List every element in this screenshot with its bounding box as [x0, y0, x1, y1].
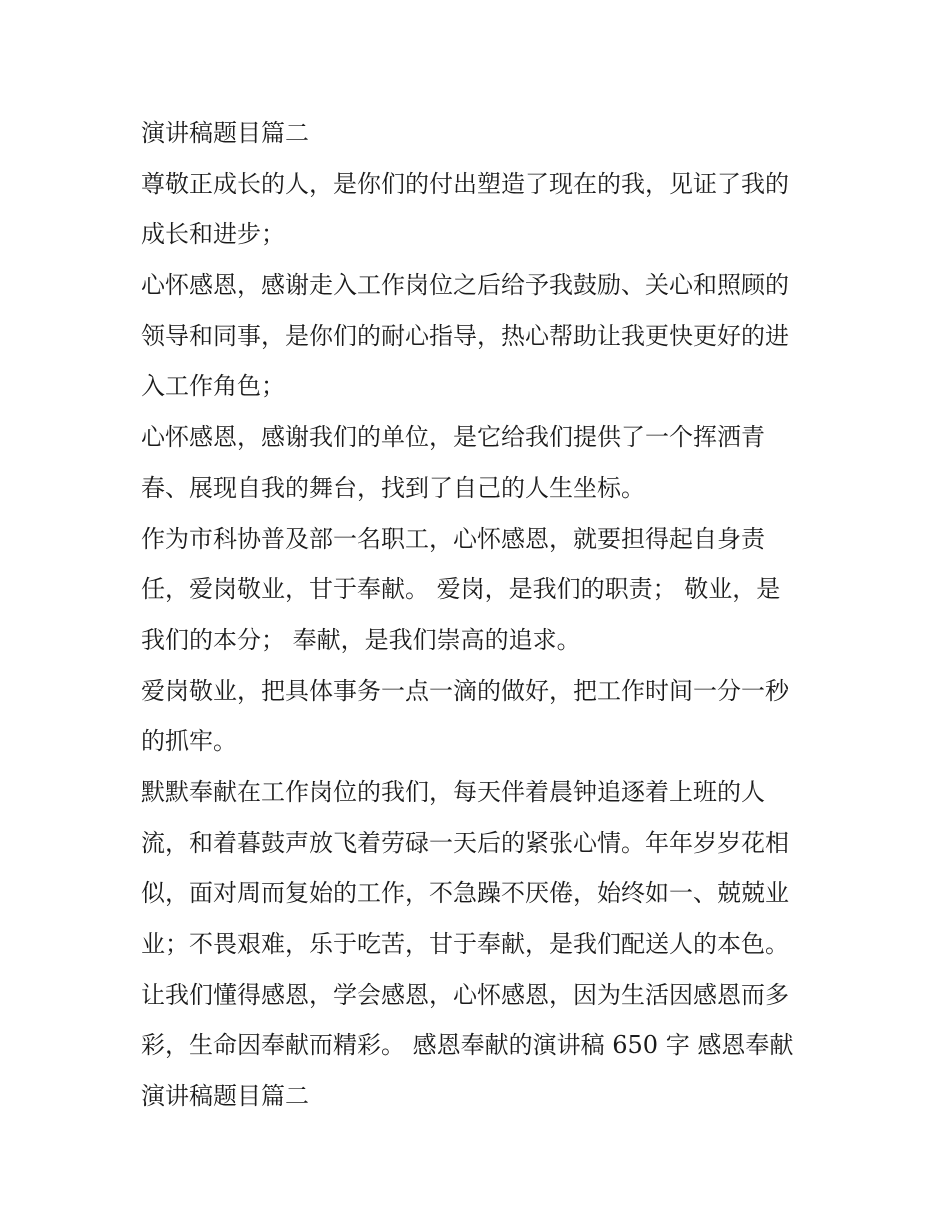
text-line: 入工作角色；	[141, 372, 285, 401]
text-line: 演讲稿题目篇二	[141, 1082, 309, 1111]
text-line: 我们的本分； 奉献，是我们崇高的追求。	[141, 625, 581, 654]
text-line: 流，和着暮鼓声放飞着劳碌一天后的紧张心情。年年岁岁花相	[141, 828, 789, 857]
text-line: 让我们懂得感恩，学会感恩，心怀感恩，因为生活因感恩而多	[141, 980, 789, 1009]
text-line: 领导和同事，是你们的耐心指导，热心帮助让我更快更好的进	[141, 321, 789, 350]
text-line: 业；不畏艰难，乐于吃苦，甘于奉献，是我们配送人的本色。	[141, 930, 789, 958]
text-line: 默默奉献在工作岗位的我们，每天伴着晨钟追逐着上班的人	[141, 777, 765, 806]
text-line: 作为市科协普及部一名职工，心怀感恩，就要担得起自身责	[141, 524, 765, 553]
text-line: 彩，生命因奉献而精彩。 感恩奉献的演讲稿 650 字 感恩奉献	[141, 1031, 794, 1060]
text-line: 春、展现自我的舞台，找到了自己的人生坐标。	[141, 473, 645, 502]
text-line: 爱岗敬业，把具体事务一点一滴的做好，把工作时间一分一秒	[141, 676, 789, 705]
text-line: 成长和进步；	[141, 220, 285, 249]
heading-line: 演讲稿题目篇二	[141, 119, 309, 147]
text-line: 尊敬正成长的人，是你们的付出塑造了现在的我，见证了我的	[141, 169, 789, 198]
text-line: 任，爱岗敬业，甘于奉献。 爱岗，是我们的职责； 敬业，是	[141, 575, 781, 604]
text-line: 的抓牢。	[141, 727, 237, 756]
text-line: 似，面对周而复始的工作，不急躁不厌倦，始终如一、兢兢业	[141, 879, 789, 908]
text-line: 心怀感恩，感谢我们的单位，是它给我们提供了一个挥洒青	[141, 423, 765, 452]
document-body	[141, 108, 821, 1122]
text-line: 心怀感恩，感谢走入工作岗位之后给予我鼓励、关心和照顾的	[141, 271, 789, 300]
